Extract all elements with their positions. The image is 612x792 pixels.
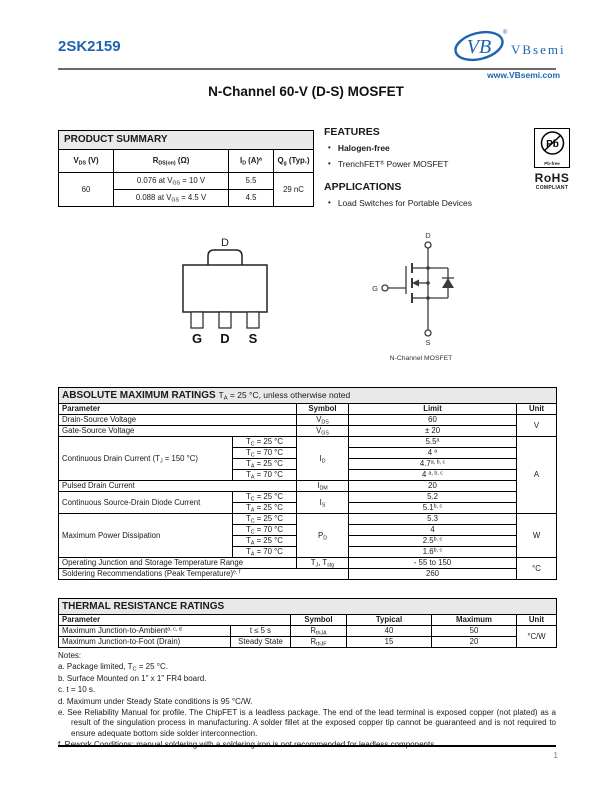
condition-cell: $T_C = 70$ °C [233,525,297,536]
symbol-cell: $I_D$ [297,437,349,481]
amr-header-limit: Limit [349,404,517,415]
condition-cell: $T_C = 25$ °C [233,492,297,503]
symbol-cell: $P_D$ [297,514,349,558]
condition-cell: $T_C = 70$ °C [233,448,297,459]
thr-header-symbol: Symbol [291,615,347,626]
ps-header-id: $I_D$ $(A)^a$ [229,150,274,173]
condition-cell: $T_A = 70$ °C [233,547,297,558]
notes-section [58,651,556,752]
symbol-cell: $I_{DM}$ [297,481,349,492]
amr-header-parameter: Parameter [59,404,297,415]
svg-text:G: G [372,284,378,293]
limit-cell: 1.6$^{b, c}$ [349,547,517,558]
ps-rdson-value: 0.076 at $V_{GS} = 10$ V [114,173,229,190]
brand-name: VBsemi [511,42,566,57]
unit-cell: V [517,415,557,437]
list-item: • Halogen-free [328,143,390,153]
note-d: d. Maximum under Steady State conditions is 95 °C/W. [58,696,253,706]
thr-header-typical: Typical [347,615,432,626]
param-cell: Pulsed Drain Current [59,481,297,492]
svg-text:D: D [220,331,230,346]
symbol-caption: N-Channel MOSFET [389,355,453,362]
svg-text:G: G [191,331,203,346]
ps-id-value: 4.5 [229,190,274,207]
unit-cell: °C [517,558,557,580]
condition-cell: $T_A = 25$ °C [233,503,297,514]
maximum-cell: 20 [432,637,517,648]
ps-rdson-value: 0.088 at $V_{GS} = 4.5$ V [114,190,229,207]
ps-header-rdson: $R_{DS(on)}$ (Ω) [114,150,229,173]
rohs-badge [531,128,573,191]
limit-cell: 260 [349,569,517,580]
maximum-cell: 50 [432,626,517,637]
amr-header-symbol: Symbol [297,404,349,415]
thr-header-unit: Unit [517,615,557,626]
table-row [59,514,557,525]
svg-text:Pb: Pb [545,139,559,150]
table-row [59,173,314,190]
unit-cell: °C/W [517,626,557,648]
rohs-compliant-label: COMPLIANT [535,185,569,191]
unit-cell: A [517,437,557,514]
bullet-icon: • [328,198,331,207]
note-b: b. Surface Mounted on 1" x 1" FR4 board. [58,673,207,683]
note-e: e. See Reliability Manual for profile. The ChipFET is a leadless package. The end of the lead terminal is exposed copper (not plated) as a result of the singulation process in manufacturing. A solder fillet at the exposed copper tip cannot be guaranteed and is not required to ensure adequate bottom side solder interconnection. [58,707,556,738]
svg-text:S: S [425,338,431,347]
thr-header-maximum: Maximum [432,615,517,626]
table-row [59,415,557,426]
amr-header-unit: Unit [517,404,557,415]
ps-header-qg: $Q_g$ (Typ.) [274,150,314,173]
limit-cell: 5.3 [349,514,517,525]
symbol-cell: $V_{GS}$ [297,426,349,437]
svg-text:D: D [221,237,229,249]
product-summary-title: PRODUCT SUMMARY [59,131,314,150]
vbsemi-logo [453,26,583,64]
param-cell: Continuous Source-Drain Diode Current [59,492,233,514]
symbol-cell: $I_S$ [297,492,349,514]
symbol-cell: $R_{thJA}$ [291,626,347,637]
part-number: 2SK2159 [58,38,121,55]
list-item: • Load Switches for Portable Devices [328,198,472,208]
typical-cell: 40 [347,626,432,637]
ps-header-vds: $V_{DS}$ (V) [59,150,114,173]
param-cell: Maximum Junction-to-Foot (Drain) [59,637,231,648]
typical-cell: 15 [347,637,432,648]
condition-cell: $T_A = 70$ °C [233,470,297,481]
symbol-cell: $V_{DS}$ [297,415,349,426]
limit-cell: 4 $^a$ [349,448,517,459]
header-divider [58,68,556,70]
vbsemi-logo-icon [453,26,509,64]
note-c: c. t = 10 s. [58,685,96,695]
param-cell: Soldering Recommendations (Peak Temperature)$^{e, f}$ [59,569,349,580]
page-number: 1 [553,751,558,760]
limit-cell: 4 [349,525,517,536]
condition-cell: t ≤ 5 s [231,626,291,637]
condition-cell: $T_C = 25$ °C [233,437,297,448]
table-row [59,626,557,637]
limit-cell: - 55 to 150 [349,558,517,569]
svg-text:S: S [248,331,258,346]
symbol-cell: $R_{thJF}$ [291,637,347,648]
param-cell: Drain-Source Voltage [59,415,297,426]
param-cell: Gate-Source Voltage [59,426,297,437]
notes-heading: Notes: [58,651,82,660]
thr-header-parameter: Parameter [59,615,291,626]
limit-cell: 5.5$^a$ [349,437,517,448]
ps-qg-value: 29 nC [274,173,314,207]
mosfet-symbol [363,230,479,362]
bullet-icon: • [328,159,331,168]
thermal-resistance-table [58,598,557,648]
absolute-maximum-ratings-table [58,387,557,580]
website-link[interactable]: www.VBsemi.com [487,70,560,80]
symbol-cell: $T_J$, $T_{stg}$ [297,558,349,569]
param-cell: Continuous Drain Current ($T_J = 150$ °C) [59,437,233,481]
limit-cell: 2.5$^{b, c}$ [349,536,517,547]
list-item: • TrenchFET® Power MOSFET [328,159,449,169]
package-drawing [178,236,308,353]
condition-cell: $T_A = 25$ °C [233,459,297,470]
svg-text:®: ® [503,30,508,36]
applications-heading: APPLICATIONS [324,181,402,193]
features-heading: FEATURES [324,126,380,138]
table-row [59,426,557,437]
pb-free-icon: Pb Pb-free [534,128,570,168]
thermal-title: THERMAL RESISTANCE RATINGS [59,599,557,615]
svg-text:VB: VB [466,36,492,58]
svg-text:D: D [425,231,431,240]
table-row [59,492,557,503]
limit-cell: 5.2 [349,492,517,503]
features-section [324,126,524,214]
limit-cell: 5.1$^{b, c}$ [349,503,517,514]
rohs-label: RoHS [534,171,570,185]
limit-cell: 20 [349,481,517,492]
amr-title: ABSOLUTE MAXIMUM RATINGS $T_A = 25$ °C, unless otherwise noted [59,388,557,404]
limit-cell: 4.7$^{a, b, c}$ [349,459,517,470]
limit-cell: 4 $^{a, b, c}$ [349,470,517,481]
param-cell: Maximum Power Dissipation [59,514,233,558]
condition-cell: $T_A = 25$ °C [233,536,297,547]
bullet-icon: • [328,143,331,152]
table-row [59,637,557,648]
param-cell: Operating Junction and Storage Temperature Range [59,558,297,569]
footer-divider [58,745,556,747]
limit-cell: 60 [349,415,517,426]
condition-cell: $T_C = 25$ °C [233,514,297,525]
note-a: a. Package limited, $T_C = 25$ °C. [58,662,168,673]
param-cell: Maximum Junction-to-Ambient$^{a, c, d}$ [59,626,231,637]
condition-cell: Steady State [231,637,291,648]
ps-id-value: 5.5 [229,173,274,190]
product-summary-table [58,130,314,207]
page-title: N-Channel 60-V (D-S) MOSFET [208,84,404,99]
table-row [59,558,557,569]
table-row [59,569,557,580]
limit-cell: ± 20 [349,426,517,437]
table-row [59,437,557,448]
table-row [59,481,557,492]
ps-vds-value: 60 [59,173,114,207]
unit-cell: W [517,514,557,558]
